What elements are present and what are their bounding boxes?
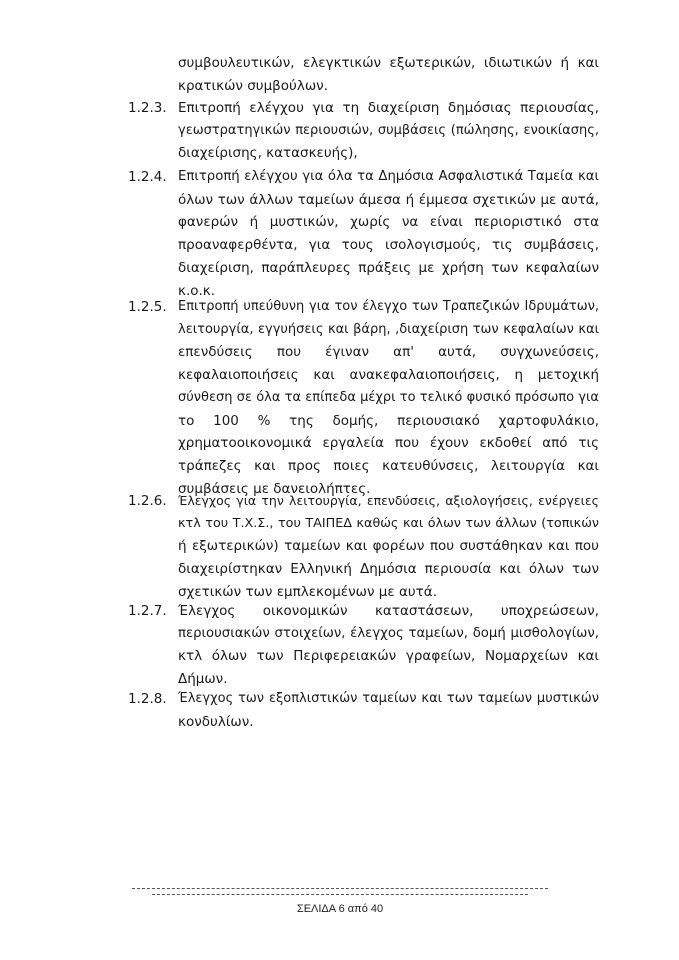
text-line: Δήμων. (178, 671, 228, 688)
text-line: συμβάσεις με δανειολήπτες. (178, 480, 371, 497)
list-item-1-2-8 (128, 688, 599, 733)
text-line: λειτουργία, εγγυήσεις και βάρη, ,διαχείριση των κεφαλαίων και (178, 321, 599, 337)
item-number: 1.2.5. (128, 299, 167, 315)
text-line: γεωστρατηγικών περιουσιών, συμβάσεις (πώλησης, ενοικίασης, (178, 122, 599, 138)
footer-divider (132, 888, 548, 889)
text-line: επενδύσεις που έγιναν απ' αυτά, συγχωνεύσεις, (178, 344, 599, 361)
text-line: κτλ όλων των Περιφερειακών γραφείων, Νομαρχείων και (178, 648, 599, 665)
text-line: σχετικών των εμπλεκομένων με αυτά. (178, 583, 437, 600)
text-line: Έλεγχος για την λειτουργία, επενδύσεις, αξιολογήσεις, ενέργειες (178, 493, 599, 508)
text-line: κρατικών συμβούλων. (178, 77, 328, 94)
list-item-1-2-7 (128, 600, 599, 691)
text-line: Έλεγχος των εξοπλιστικών ταμείων και των ταμείων μυστικών (178, 691, 599, 706)
item-number: 1.2.4. (128, 169, 167, 185)
intro-paragraph (178, 52, 599, 97)
text-line: κονδυλίων. (178, 713, 254, 730)
item-number: 1.2.6. (128, 493, 167, 509)
text-line: όλων των άλλων ταμείων άμεσα ή έμμεσα σχετικών με αυτά, (178, 191, 599, 208)
list-item-1-2-5 (128, 296, 599, 500)
text-line: χρηματοοικονομικά εργαλεία που έχουν εκδοθεί από τις (178, 435, 599, 452)
text-line: διαχειρίστηκαν Ελληνική Δημόσια περιουσία και όλων των (178, 561, 599, 578)
text-line: Επιτροπή ελέγχου για τη διαχείριση δημόσιας περιουσίας, (178, 100, 599, 116)
text-line: προαναφερθέντα, για τους ισολογισμούς, τις συμβάσεις, (178, 237, 599, 254)
page-footer (132, 888, 548, 915)
page-number: ΣΕΛΙΔΑ 6 από 40 (296, 903, 384, 915)
text-line: συμβουλευτικών, ελεγκτικών εξωτερικών, ιδιωτικών ή και (178, 55, 599, 71)
text-line: σύνθεση σε όλα τα επίπεδα μέχρι το τελικό φυσικό πρόσωπο για (178, 389, 599, 405)
text-line: διαχείρισης, κατασκευής), (178, 145, 358, 162)
list-item-1-2-6 (128, 490, 599, 604)
text-line: διαχείριση, παράπλευρες πράξεις με χρήση των κεφαλαίων (178, 259, 599, 276)
item-number: 1.2.3. (128, 100, 167, 116)
footer-divider (152, 894, 528, 895)
item-number: 1.2.7. (128, 603, 167, 619)
text-line: Επιτροπή ελέγχου για όλα τα Δημόσια Ασφαλιστικά Ταμεία και (178, 169, 599, 184)
text-line: Έλεγχος οικονομικών καταστάσεων, υποχρεώσεων, (178, 603, 599, 619)
text-line: το 100 % της δομής, περιουσιακό χαρτοφυλάκιο, (178, 412, 599, 429)
item-number: 1.2.8. (128, 691, 167, 707)
list-item-1-2-4 (128, 166, 599, 302)
text-line: ή εξωτερικών) ταμείων και φορέων που συστάθηκαν και που (178, 538, 599, 555)
text-line: κ.ο.κ. (178, 282, 216, 299)
list-item-1-2-3 (128, 97, 599, 165)
text-line: κεφαλαιοποιήσεις και ανακεφαλαιοποιήσεις, η μετοχική (178, 367, 599, 384)
text-line: Επιτροπή υπεύθυνη για τον έλεγχο των Τραπεζικών Ιδρυμάτων, (178, 299, 599, 314)
text-line: κτλ του Τ.Χ.Σ., του ΤΑΙΠΕΔ καθώς και όλων των άλλων (τοπικών (178, 515, 599, 531)
text-line: φανερών ή μυστικών, χωρίς να είναι περιοριστικό στα (178, 214, 599, 231)
text-line: περιουσιακών στοιχείων, έλεγχος ταμείων, δομή μισθολογίων, (178, 625, 599, 641)
text-line: τράπεζες και προς ποιες κατευθύνσεις, λειτουργία και (178, 457, 599, 474)
